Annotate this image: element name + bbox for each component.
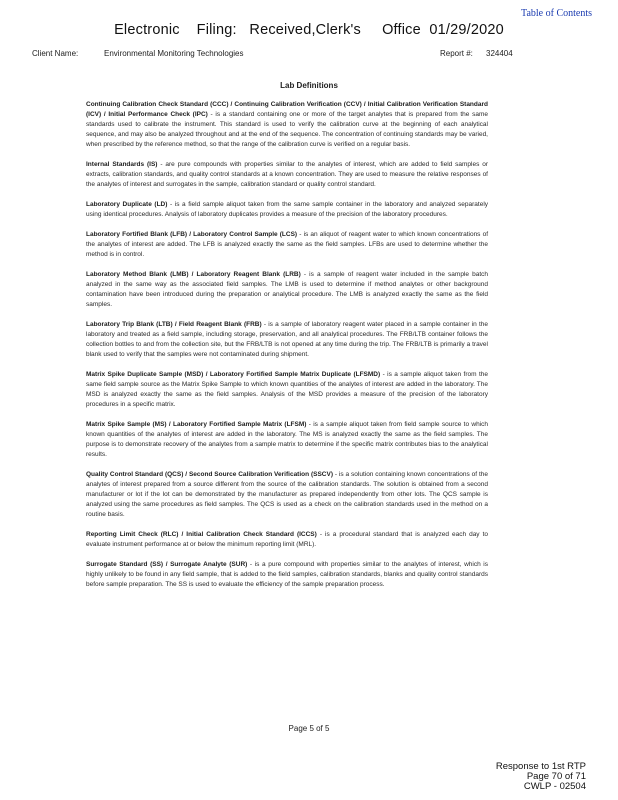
bates-footer — [496, 762, 586, 792]
footer-response-line: Response to 1st RTP — [495, 761, 586, 772]
definition-term: Laboratory Trip Blank (LTB) / Field Reagent Blank (FRB) — [86, 321, 262, 328]
definition-text: - is a sample aliquot taken from the same field sample source as the Matrix Spike Sample to which known quantities of the analytes of interest are added in the laboratory. The MSD is analyzed exactly the same as the field samples. Analysis of the MSD provides a measure of the precision of the laboratory procedures in a specific matrix. — [86, 371, 488, 408]
definition-item — [86, 270, 488, 310]
table-of-contents-link[interactable]: Table of Contents — [521, 8, 592, 19]
definition-term: Laboratory Fortified Blank (LFB) / Laboratory Control Sample (LCS) — [86, 231, 298, 238]
definition-item — [86, 370, 488, 410]
definition-term: Internal Standards (IS) — [86, 161, 158, 168]
client-name-label: Client Name: — [32, 49, 79, 58]
page-number: Page 5 of 5 — [288, 724, 330, 733]
definition-text: - is a sample of reagent water included in the sample batch analyzed in the same way as the associated field samples. The LMB is used to determine if method analytes or other background contamination have been introduced during the preparation or analytical procedure. The LMB is analyzed exactly the same as the field samples. — [86, 271, 488, 308]
definition-term: Matrix Spike Duplicate Sample (MSD) / Laboratory Fortified Sample Matrix Duplicate (LFSMD) — [86, 371, 381, 378]
definition-text: - is a field sample aliquot taken from the same sample container in the laboratory and analyzed separately using identical procedures. Analysis of laboratory duplicates provides a measure of the precision of the laboratory procedures. — [86, 201, 489, 218]
definition-text: - is a sample aliquot taken from field sample source to which known quantities of the analytes of interest are added in the laboratory. The MS is analyzed exactly the same as the field samples. The purpose is to demonstrate recovery of the analytes from a sample matrix to determine if the specific matrix contributes bias to the analytical results. — [86, 421, 488, 458]
definition-term: Matrix Spike Sample (MS) / Laboratory Fortified Sample Matrix (LFSM) — [86, 421, 307, 428]
definition-item — [86, 160, 488, 190]
definition-text: - is a procedural standard that is analyzed each day to evaluate instrument performance at or below the minimum reporting limit (MRL). — [86, 531, 488, 548]
definition-text: - is an aliquot of reagent water to which known concentrations of the analytes of interest are added. The LFB is analyzed exactly the same as the field samples. LFBs are used to determine whether the method is in control. — [86, 231, 488, 258]
definition-term: Reporting Limit Check (RLC) / Initial Calibration Check Standard (ICCS) — [86, 531, 317, 538]
definition-item — [86, 100, 488, 150]
definition-term: Quality Control Standard (QCS) / Second Source Calibration Verification (SSCV) — [86, 471, 334, 478]
footer-bates-number: CWLP - 02504 — [523, 781, 586, 792]
definition-text: - is a solution containing known concentrations of the analytes of interest prepared from a source different from the source of the calibration standards. The solution is obtained from a second manufacturer or lot if the lot can be demonstrated by the manufacturer as prepared independently from other lots. The QCS sample is analyzed using the same procedures as field samples. The QCS is used as a check on the calibration standards used in the method on a routine basis. — [86, 471, 488, 518]
report-number-value: 324404 — [486, 49, 513, 58]
definition-text: - is a pure compound with properties similar to the analytes of interest, which is highly unlikely to be found in any field sample, that is added to the field samples, calibration standards, blanks and quality control standards before sample preparation. The SS is used to evaluate the efficiency of the sample preparation process. — [86, 561, 488, 588]
definition-term: Laboratory Method Blank (LMB) / Laboratory Reagent Blank (LRB) — [86, 271, 301, 278]
footer-page-line: Page 70 of 71 — [526, 771, 586, 782]
definition-item — [86, 530, 488, 550]
definition-text: - are pure compounds with properties similar to the analytes of interest, which are added to field samples or extracts, calibration standards, and quality control standards at a known concentration. They are used to measure the relative responses of the analytes of interest and surrogates in the sample, calibration standard or quality control standard. — [86, 161, 488, 188]
definition-text: - is a sample of laboratory reagent water placed in a sample container in the laboratory and treated as a field sample, including storage, preservation, and all analytical procedures. The FRB/LTB container follows the collection bottles to and from the collection site, but the FRB/LTB is not opened at any time during the trip. The FRB/LTB is primarily a travel blank used to verify that the samples were not contaminated during shipment. — [86, 321, 488, 358]
page-title: Lab Definitions — [280, 81, 338, 90]
report-number-label: Report #: — [440, 49, 473, 58]
definitions-list — [86, 100, 488, 600]
definition-item — [86, 320, 488, 360]
definition-item — [86, 230, 488, 260]
definition-term: Laboratory Duplicate (LD) — [86, 201, 168, 208]
electronic-filing-stamp: Electronic Filing: Received,Clerk's Office 01/29/2020 — [114, 22, 504, 38]
definition-item — [86, 470, 488, 520]
definition-item — [86, 420, 488, 460]
definition-term: Continuing Calibration Check Standard (CCC) / Continuing Calibration Verification (CCV) / Initial Calibration Verification Standard (ICV) / Initial Performance Check (IPC) — [86, 101, 488, 118]
definition-text: - is a standard containing one or more of the target analytes that is prepared from the same standards used to calibrate the instrument. This standard is used to verify the calibration curve at the beginning of each analytical sequence, and may also be analyzed throughout and at the end of the sequence. The concentration of continuing standards may be varied, when prescribed by the reference method, so that the range of the calibration curve is verified on a regular basis. — [86, 111, 488, 148]
definition-item — [86, 200, 488, 220]
definition-term: Surrogate Standard (SS) / Surrogate Analyte (SUR) — [86, 561, 248, 568]
client-name-value: Environmental Monitoring Technologies — [104, 49, 244, 58]
definition-item — [86, 560, 488, 590]
